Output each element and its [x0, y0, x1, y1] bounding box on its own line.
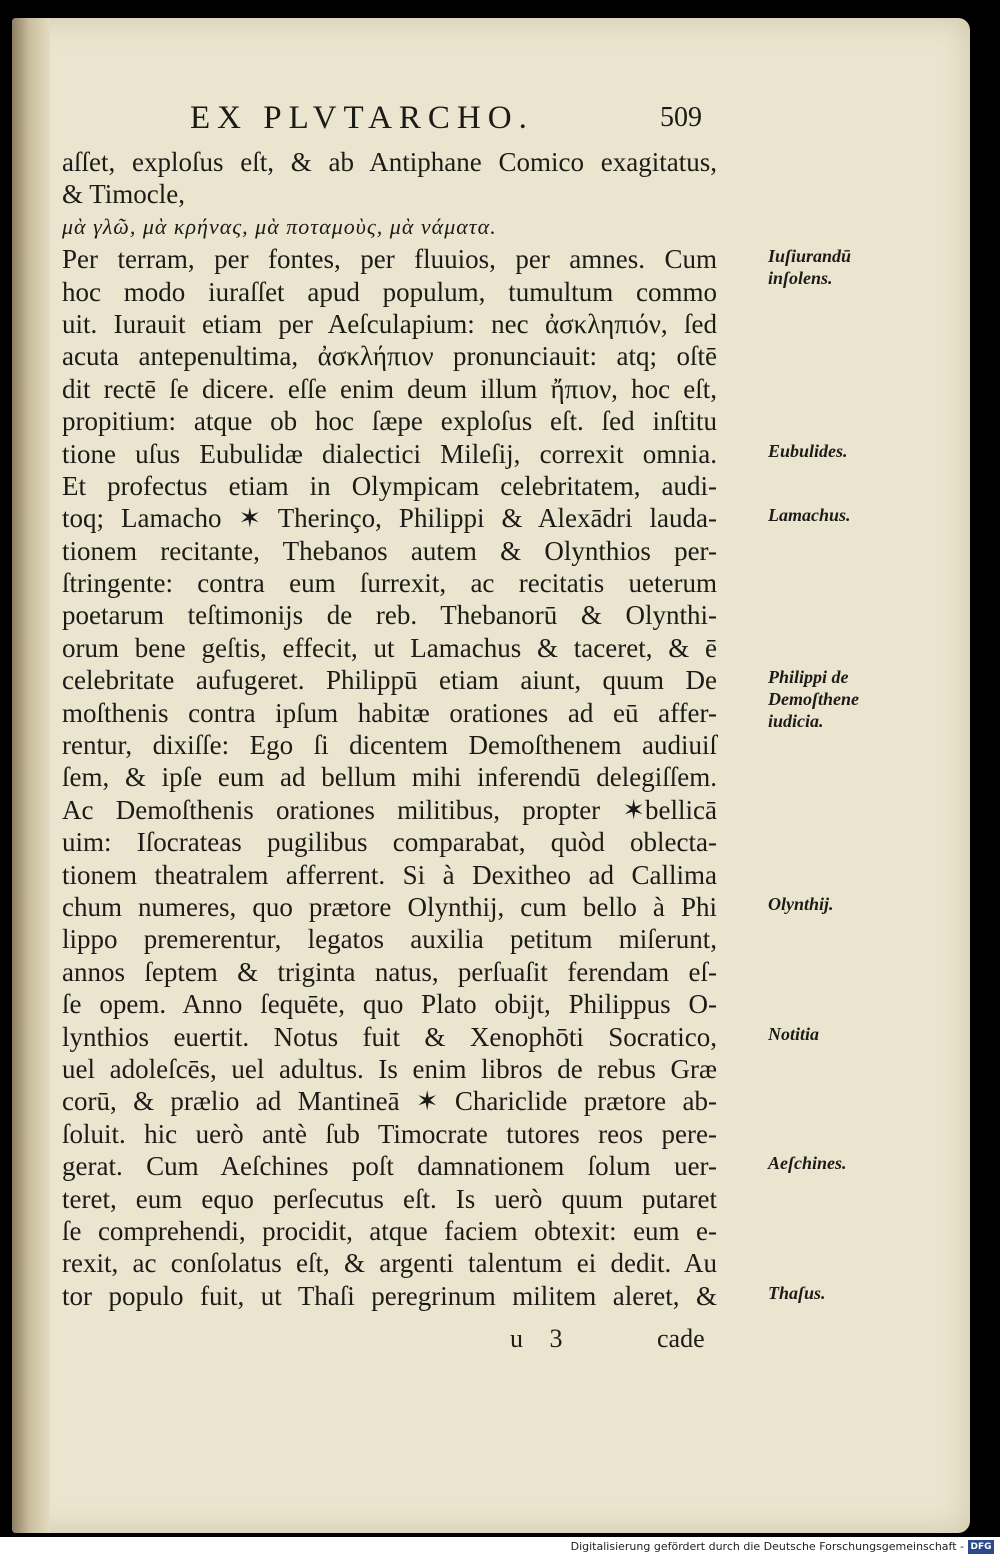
- text-line: rexit, ac conſolatus eſt, & argenti talentum ei dedit. Au: [62, 1248, 717, 1279]
- page-number: 509: [660, 102, 702, 133]
- running-head: [12, 100, 970, 144]
- text-line: tionem recitante, Thebanos autem & Olynthios per-: [62, 535, 717, 566]
- text-line: ſoluit. hic uerò antè ſub Timocrate tutores reos pere-: [62, 1118, 717, 1149]
- margin-note: Thaſus.: [768, 1283, 826, 1303]
- text-line: ſe opem. Anno ſequēte, quo Plato obijt, Philippus O-: [62, 989, 717, 1020]
- text-line: teret, eum equo perſecutus eſt. Is uerò quum putaret: [62, 1183, 717, 1214]
- text-line: tor populo fuit, ut Thaſi peregrinum militem aleret, &: [62, 1280, 717, 1311]
- margin-note: Notitia: [768, 1023, 820, 1044]
- text-line: Per terram, per fontes, per fluuios, per amnes. Cum: [62, 244, 717, 275]
- text-line: poetarum teſtimonijs de reb. Thebanorū & Olynthi-: [62, 600, 717, 631]
- text-line: hoc modo iuraſſet apud populum, tumultum commo: [62, 276, 717, 307]
- text-line: uel adoleſcēs, uel adultus. Is enim libros de rebus Græ: [62, 1053, 717, 1084]
- text-line: propitium: atque ob hoc ſæpe exploſus eſt. ſed inſtitu: [62, 406, 717, 437]
- dfg-logo-icon: DFG: [968, 1540, 994, 1554]
- text-line: rentur, dixiſſe: Ego ſi dicentem Demoſthenem audiuiſ: [62, 730, 717, 761]
- text-line: aſſet, exploſus eſt, & ab Antiphane Comico exagitatus,: [62, 147, 717, 177]
- margin-note: Olynthij.: [768, 894, 834, 915]
- text-line: gerat. Cum Aeſchines poſt damnationem ſolum uer-: [62, 1151, 717, 1182]
- text-line: corū, & prælio ad Mantineā ✶ Chariclide prætore ab-: [62, 1086, 717, 1117]
- signature-mark: u 3: [510, 1324, 573, 1353]
- text-line: chum numeres, quo prætore Olynthij, cum bello à Phi: [62, 891, 717, 922]
- margin-note: Lamachus.: [768, 505, 851, 526]
- text-line: lynthios euertit. Notus fuit & Xenophōti Socratico,: [62, 1021, 717, 1052]
- margin-note: Iuſiurandū inſolens.: [768, 246, 852, 289]
- text-line: celebritate aufugeret. Philippū etiam aiunt, quum De: [62, 665, 717, 696]
- text-line: tione uſus Eubulidæ dialectici Mileſij, correxit omnia.: [62, 438, 717, 469]
- text-line: moſthenis contra ipſum habitæ orationes ad eū affer-: [62, 697, 717, 728]
- page-gutter-shadow: [12, 18, 50, 1533]
- running-head-title: EX PLVTARCHO.: [190, 100, 534, 136]
- text-line: orum bene geſtis, effecit, ut Lamachus & taceret, & ē: [62, 632, 717, 663]
- text-line: annos ſeptem & triginta natus, perſuaſit ferendam eſ-: [62, 956, 717, 987]
- text-line: toq; Lamacho ✶ Therinço, Philippi & Alexādri lauda-: [62, 503, 717, 534]
- text-line: ſe comprehendi, procidit, atque faciem obtexit: eum e-: [62, 1215, 717, 1246]
- margin-note: Philippi de Demoſthene iudicia.: [768, 667, 859, 732]
- text-line: uit. Iurauit etiam per Aeſculapium: nec ἀσκληπιόν, ſed: [62, 308, 717, 339]
- main-text-block: [62, 146, 859, 1312]
- text-line: ſem, & ipſe eum ad bellum mihi inferendū delegiſſem.: [62, 762, 717, 793]
- funding-credit: Digitalisierung gefördert durch die Deutsche Forschungsgemeinschaft -: [570, 1540, 964, 1553]
- text-line: Et profectus etiam in Olympicam celebritatem, audi-: [62, 470, 717, 501]
- text-line: tionem theatralem afferrent. Si à Dexitheo ad Callima: [62, 859, 717, 890]
- text-line: μὰ γλῶ, μὰ κρήνας, μὰ ποταμοὺς, μὰ νάματα.: [62, 213, 497, 239]
- text-line: lippo premerentur, legatos auxilia petitum miſerunt,: [62, 924, 717, 955]
- book-page: [12, 18, 970, 1533]
- catchword: cade: [657, 1324, 705, 1353]
- text-line: uim: Iſocrateas pugilibus comparabat, quòd oblecta-: [62, 827, 717, 858]
- margin-note: Aeſchines.: [768, 1153, 847, 1174]
- text-line: acuta antepenultima, ἀσκλήπιον pronunciauit: atq; oſtē: [62, 341, 717, 372]
- text-line: & Timocle,: [62, 179, 186, 210]
- text-line: ſtringente: contra eum ſurrexit, ac recitatis ueterum: [62, 568, 717, 599]
- digitization-footer: [0, 1537, 1000, 1558]
- text-line: Ac Demoſthenis orationes militibus, propter ✶bellicā: [62, 794, 717, 825]
- text-line: dit rectē ſe dicere. eſſe enim deum illum ἤπιον, hoc eſt,: [62, 373, 717, 404]
- margin-note: Eubulides.: [768, 440, 848, 461]
